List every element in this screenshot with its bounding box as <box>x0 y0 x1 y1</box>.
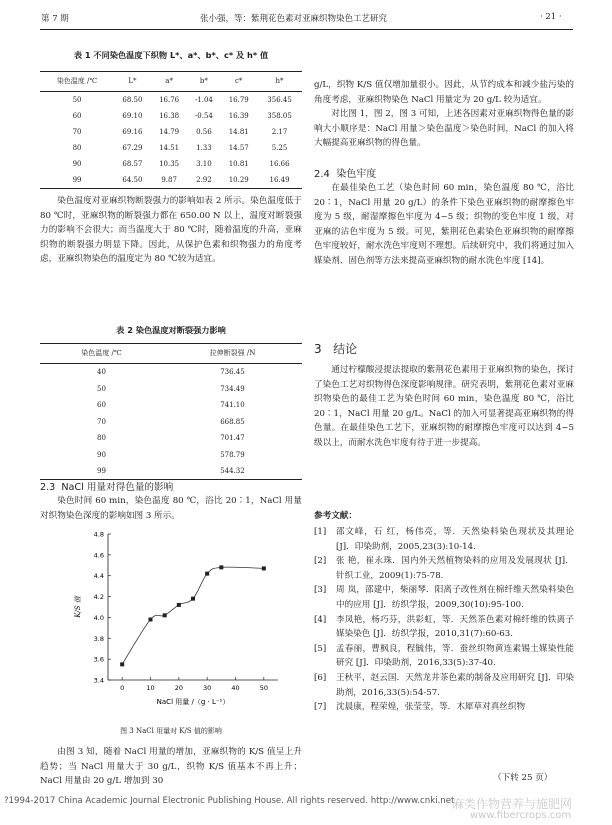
watermark-text: 麻类作物营养与施肥网 <box>452 797 573 811</box>
table-row <box>40 463 302 480</box>
issue-number: 第 7 期 <box>41 14 69 24</box>
table-cell: 736.45 <box>220 368 245 377</box>
table-cell: 16.79 <box>228 95 249 104</box>
paragraph: 染色时间 60 min，染色温度 80 ℃，浴比 20∶1，NaCl 用量对织物染色深度的影响如图 3 所示。 <box>40 496 302 521</box>
watermark-url: www.fibercrops.com <box>470 810 572 821</box>
section-2-3-heading <box>40 479 173 493</box>
table-cell: 14.57 <box>228 143 249 152</box>
right-para-1 <box>314 78 574 151</box>
table2 <box>40 325 302 480</box>
reference-number: [3] <box>314 585 327 596</box>
figure3-caption: 图 3 NaCl 用量对 K/S 值的影响 <box>120 727 222 735</box>
y-tick-label: 4.4 <box>93 572 104 581</box>
data-point <box>149 618 153 622</box>
table-row <box>40 156 302 172</box>
section-title: 染色牢度 <box>336 169 377 180</box>
table-cell: 578.79 <box>220 450 245 459</box>
table-cell: 16.39 <box>228 111 249 120</box>
table-cell: 3.10 <box>196 159 212 168</box>
table-cell: 70 <box>72 127 82 136</box>
reference-number: [1] <box>314 527 327 537</box>
reference-item <box>314 583 574 612</box>
table-cell: -1.04 <box>194 95 213 104</box>
table-cell: 68.57 <box>122 159 143 168</box>
y-tick-label: 4.6 <box>93 551 104 560</box>
column-header: b* <box>187 72 220 92</box>
copyright-footer: ?1994-2017 China Academic Journal Electronic Publishing House. All rights reserved. http://www.cnki.net <box>4 796 455 806</box>
reference-number: [4] <box>314 614 327 625</box>
right-para-4 <box>314 363 574 451</box>
reference-item <box>314 671 574 700</box>
table-cell: 2.17 <box>271 127 288 136</box>
x-tick-label: 30 <box>203 684 212 692</box>
table-cell: 0.56 <box>196 127 212 136</box>
table-cell: 544.32 <box>220 467 245 476</box>
reference-number: [7] <box>314 702 327 713</box>
column-header: 染色温度 /℃ <box>40 72 114 92</box>
left-para-2 <box>40 494 302 523</box>
reference-item <box>314 700 574 715</box>
paragraph: g/L，织物 K/S 值仅增加量很小。因此，从节约成本和减少盐污染的角度考虑，亚麻织物染色 NaCl 用量定为 20 g/L 较为适宜。 <box>314 80 574 105</box>
table-cell: 80 <box>72 143 82 152</box>
y-tick-label: 4.2 <box>93 593 104 602</box>
table-row <box>40 446 302 463</box>
table-row <box>40 140 302 156</box>
reference-text: 沈晨康，程荣煌，张莹莹，等．木犀草对真丝织物 <box>336 702 526 713</box>
right-para-3 <box>314 181 574 269</box>
column-header: 染色温度 /℃ <box>40 344 163 364</box>
table-cell: 358.05 <box>267 111 292 120</box>
table-cell: 16.66 <box>269 159 290 168</box>
data-point <box>191 597 195 601</box>
table-cell: 701.47 <box>220 434 245 443</box>
table-row <box>40 430 302 447</box>
table-cell: 69.16 <box>122 127 143 136</box>
reference-text: 李凤艳，杨巧芬，洪彩虹，等．天然茶色素对棉纤维的铁离子媒染染色 [J]．纺织学报，2010,31(7):60-63. <box>336 614 574 640</box>
paragraph: 通过柠檬酸浸提法提取的紫荆花色素用于亚麻织物的染色，探讨了染色工艺对织物得色深度影响规律。研究表明，紫荆花色素对亚麻织物染色的最佳工艺为染色时间 60 min，染色温度 80 ℃，浴比 20∶1，NaCl 用量 20 g/L。NaCl 的加入可显著提高亚麻织物的得色量。在最佳染色工艺下，亚麻织物的耐摩擦色牢度可以达到 4~5 级以上，而耐水洗色牢度有待于进一步提高。 <box>314 365 574 448</box>
reference-text: 邵文峰，石 红，杨伟亮，等．天然染料染色现状及其理论 [J]．印染助剂，2005,23(3):10-14. <box>336 527 574 552</box>
table-row <box>40 108 302 124</box>
running-title: 张小强，等：紫荆花色素对亚麻织物染色工艺研究 <box>200 14 388 24</box>
table-cell: 10.35 <box>159 159 180 168</box>
table-row <box>40 397 302 414</box>
reference-number: [5] <box>314 643 327 654</box>
paragraph: 在最佳染色工艺（染色时间 60 min，染色温度 80 ℃，浴比 20∶1，NaCl 用量 20 g/L）的条件下染色亚麻织物的耐摩擦色牢度为 5 级，耐湿摩擦色牢度为 4~5 级；织物的变色牢度 1 级，对亚麻的沾色牢度为 5 级。可见，紫荆花色素染色亚麻织物的耐摩擦色牢度较好，耐水洗色牢度则不理想。后续研究中，我们将通过加入媒染剂、固色剂等方法来提高亚麻织物的耐水洗色牢度 [14]。 <box>314 183 574 266</box>
table-row <box>40 363 302 380</box>
header-rule <box>40 29 573 30</box>
reference-text: 孟春丽，曹枫良，程毓伟，等．蚕丝织物黄连素锡土媒染性能研究 [J]．印染助剂，2016,33(5):37-40. <box>336 643 574 669</box>
data-point <box>120 662 124 666</box>
table-cell: 70 <box>97 417 106 426</box>
table-cell: 10.29 <box>228 175 249 184</box>
table2-title: 表 2 染色温度对断裂强力影响 <box>116 325 226 335</box>
y-axis-label: K/S 值 <box>74 596 82 618</box>
table-cell: 68.50 <box>122 95 143 104</box>
y-tick-label: 3.6 <box>93 655 104 664</box>
table-cell: 99 <box>72 175 82 184</box>
left-para-3 <box>40 745 302 789</box>
reference-number: [2] <box>314 556 327 567</box>
section-number: 2.3 <box>40 482 56 493</box>
x-tick-label: 50 <box>259 684 268 692</box>
column-header: L* <box>114 72 151 92</box>
x-tick-label: 10 <box>146 684 155 692</box>
reference-text: 周 岚，邵建中，柴丽琴．阳离子改性剂在棉纤维天然染料染色中的应用 [J]．纺织学报，2009,30(10):95-100. <box>336 585 574 610</box>
continued-note: （下转 25 页） <box>493 773 553 783</box>
table-cell: 50 <box>72 95 82 104</box>
data-point <box>205 572 209 576</box>
table-cell: 60 <box>72 111 82 120</box>
section-title: NaCl 用量对得色量的影响 <box>61 482 174 493</box>
reference-list <box>314 525 574 715</box>
table1-title: 表 1 不同染色温度下织物 L*、a*、b*、c* 及 h* 值 <box>73 50 269 60</box>
section-number: 2.4 <box>314 169 330 180</box>
table-cell: 40 <box>97 368 106 377</box>
table-cell: 16.49 <box>269 175 290 184</box>
reference-text: 张 艳，崔永珠．国内外天然植物染料的应用及发展现状 [J]．针织工业，2009(1):75-78. <box>336 556 574 581</box>
y-tick-label: 3.8 <box>93 634 104 643</box>
table-cell: -0.54 <box>194 111 213 120</box>
series-line <box>122 567 264 664</box>
reference-item <box>314 554 574 583</box>
y-tick-label: 4.8 <box>93 530 104 539</box>
y-tick-label: 4.0 <box>93 613 104 622</box>
column-header: a* <box>151 72 188 92</box>
table-row <box>40 172 302 188</box>
reference-item <box>314 613 574 642</box>
table-cell: 5.25 <box>271 143 288 152</box>
data-point <box>219 565 223 569</box>
reference-item <box>314 642 574 671</box>
paragraph: 染色温度对亚麻织物断裂强力的影响如表 2 所示。染色温度低于 80 ℃时，亚麻织物的断裂强力都在 650.00 N 以上，温度对断裂强力的影响不会很大；而当温度大于 80 ℃时，随着温度的升高，亚麻织物的断裂强力明显下降。因此，从保护色素和织物强力的角度考虑，亚麻织物染色的温度定为 80 ℃较为适宜。 <box>40 196 302 265</box>
table-cell: 16.76 <box>159 95 180 104</box>
reference-text: 王秋平，赵云国．天然龙井茶色素的制备及应用研究 [J]．印染助剂，2016,33(5):54-57. <box>336 672 574 698</box>
table-row <box>40 91 302 108</box>
table-cell: 14.51 <box>159 143 180 152</box>
x-tick-label: 40 <box>231 684 240 692</box>
table-cell: 2.92 <box>196 175 212 184</box>
left-para-1 <box>40 194 302 267</box>
section-number: 3 <box>314 342 322 356</box>
table-cell: 60 <box>97 401 106 410</box>
table-cell: 734.49 <box>220 384 245 393</box>
column-header: c* <box>220 72 257 92</box>
page-number: · 21 · <box>540 12 562 22</box>
table-row <box>40 124 302 140</box>
table-cell: 9.87 <box>161 175 177 184</box>
table-cell: 10.81 <box>228 159 249 168</box>
table-cell: 99 <box>97 467 106 476</box>
table1-grid <box>40 72 302 188</box>
reference-item <box>314 525 574 554</box>
data-point <box>177 603 181 607</box>
table-cell: 50 <box>97 384 106 393</box>
data-point <box>262 566 266 570</box>
section-title: 结论 <box>333 342 358 356</box>
table-cell: 80 <box>97 434 106 443</box>
y-tick-label: 3.4 <box>93 676 104 685</box>
reference-number: [6] <box>314 672 327 683</box>
x-tick-label: 20 <box>174 684 183 692</box>
paragraph: 由图 3 知，随着 NaCl 用量的增加，亚麻织物的 K/S 值呈上升趋势；当 NaCl 用量大于 30 g/L，织物 K/S 值基本不再上升；NaCl 用量由 20 g/L 增加到 30 <box>40 747 302 787</box>
table-cell: 1.33 <box>196 143 212 152</box>
table2-grid <box>40 344 302 480</box>
table-cell: 69.10 <box>122 111 143 120</box>
column-header: 拉伸断裂强 /N <box>163 344 302 364</box>
x-tick-label: 0 <box>120 684 125 692</box>
table-cell: 90 <box>72 159 82 168</box>
table-cell: 741.10 <box>220 401 245 410</box>
section-2-4-heading <box>314 165 376 180</box>
paragraph: 对比图 1，图 2，图 3 可知，上述各因素对亚麻织物得色量的影响大小顺序是：NaCl 用量＞染色温度＞染色时间，NaCl 的加入将大幅提高亚麻织物的得色量。 <box>314 109 574 149</box>
table-cell: 356.45 <box>267 95 292 104</box>
x-axis-label: NaCl 用量 /（g · L⁻¹） <box>156 698 230 706</box>
references-title: 参考文献： <box>314 511 357 521</box>
table-cell: 668.85 <box>220 417 245 426</box>
column-header: h* <box>257 72 302 92</box>
table-cell: 90 <box>97 450 106 459</box>
table1 <box>40 50 302 189</box>
table-cell: 64.50 <box>122 175 143 184</box>
table-row <box>40 413 302 430</box>
table-cell: 67.29 <box>122 143 143 152</box>
data-point <box>163 613 167 617</box>
table-cell: 16.38 <box>159 111 180 120</box>
table-cell: 14.81 <box>228 127 249 136</box>
section-3-heading <box>314 340 357 357</box>
nacl-ks-chart <box>70 528 292 718</box>
table-cell: 14.79 <box>159 127 180 136</box>
table-row <box>40 380 302 397</box>
